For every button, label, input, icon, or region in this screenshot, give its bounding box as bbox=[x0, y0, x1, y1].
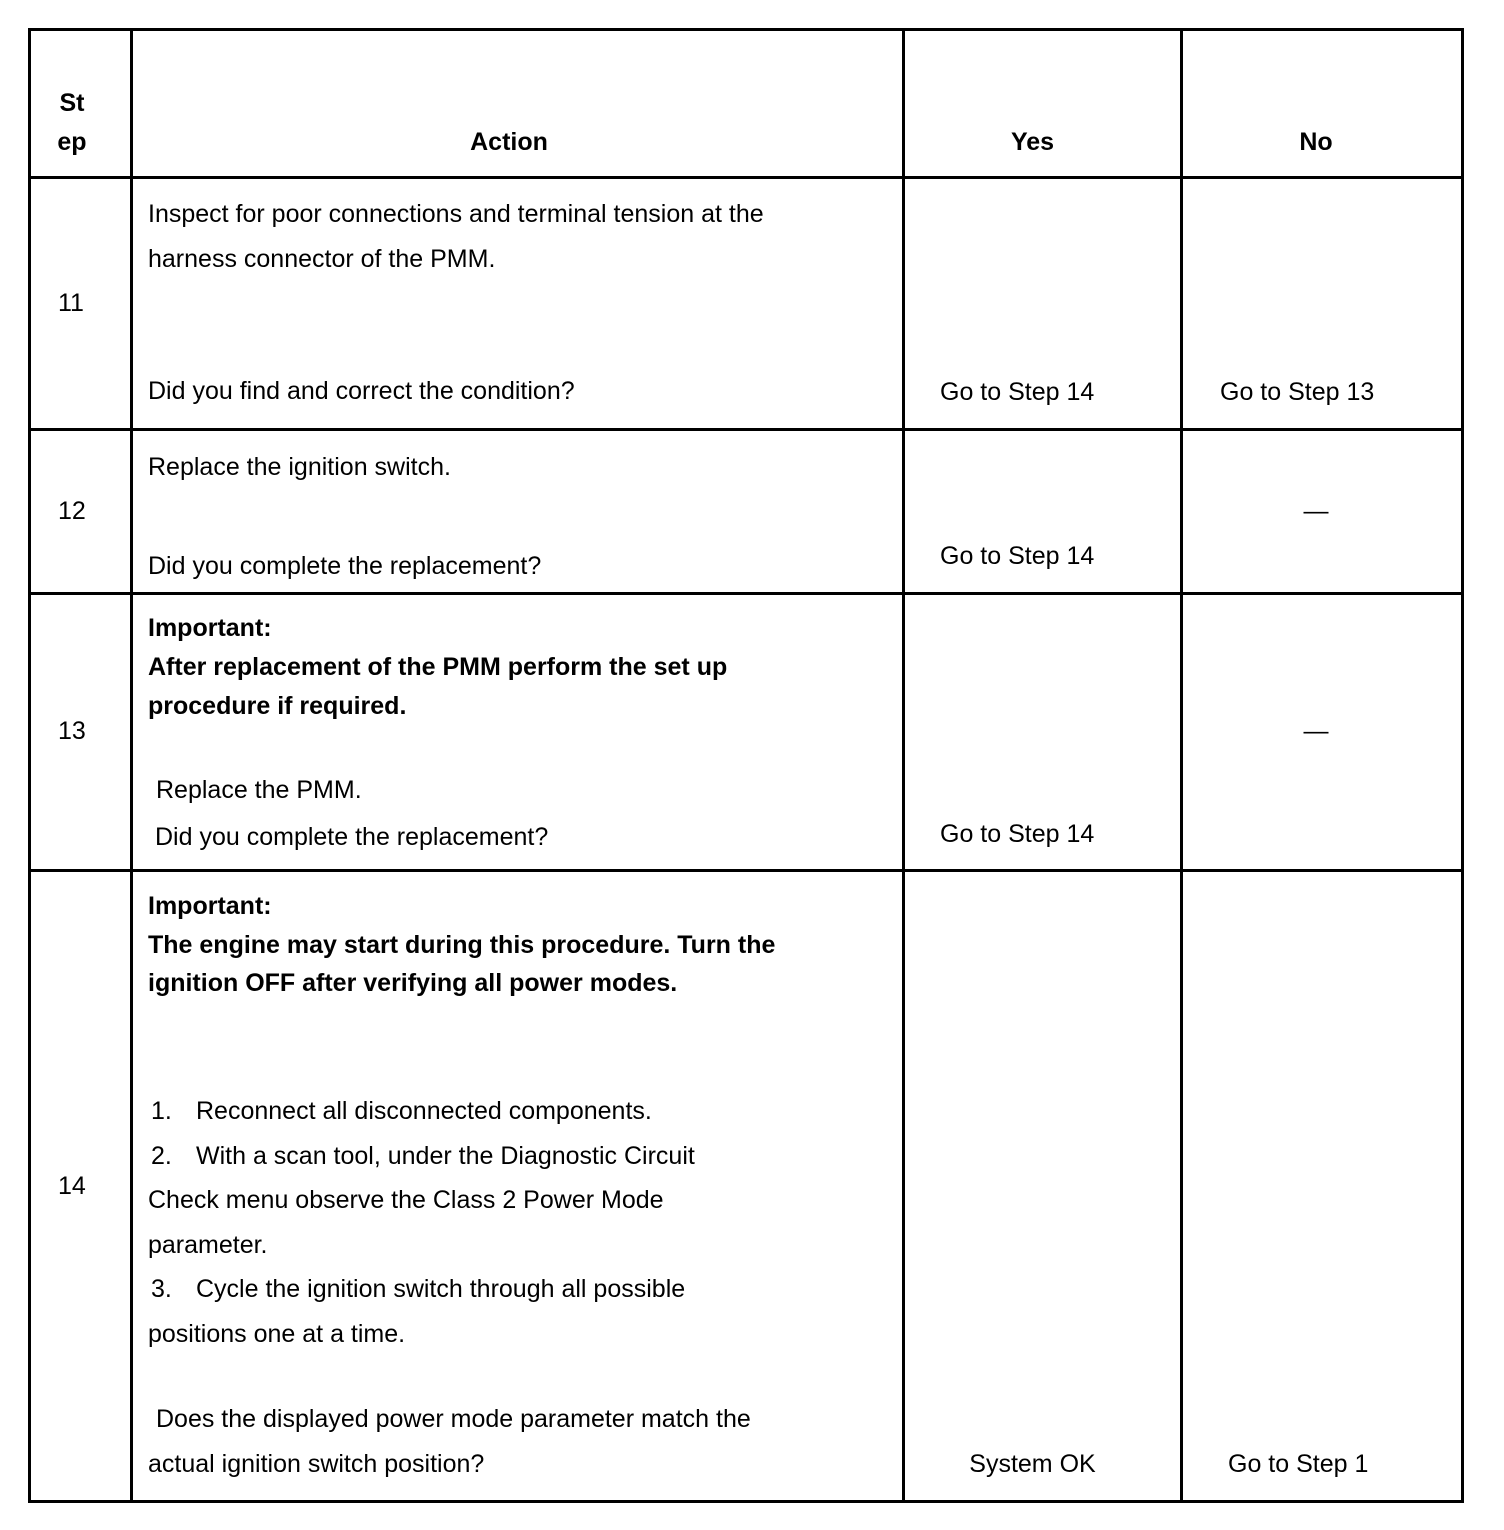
important-text: procedure if required. bbox=[148, 692, 407, 720]
diagnostic-table bbox=[28, 28, 1464, 1503]
no-result: Go to Step 1 bbox=[1228, 1450, 1369, 1478]
action-question: Did you complete the replacement? bbox=[148, 552, 542, 580]
header-step-line2: ep bbox=[57, 128, 87, 156]
no-result: Go to Step 13 bbox=[1220, 378, 1375, 406]
step-number: 14 bbox=[58, 1172, 86, 1200]
action-text: Inspect for poor connections and terminal tension at the bbox=[148, 200, 764, 228]
list-item-continued: Check menu observe the Class 2 Power Mode bbox=[148, 1186, 664, 1214]
header-action: Action bbox=[470, 128, 548, 156]
important-label: Important: bbox=[148, 892, 272, 920]
column-divider bbox=[130, 28, 133, 1503]
header-yes: Yes bbox=[1010, 128, 1055, 156]
table-border-bottom bbox=[28, 1500, 1464, 1503]
no-result: — bbox=[1303, 497, 1329, 525]
list-item: Cycle the ignition switch through all possible bbox=[196, 1275, 686, 1303]
row-divider bbox=[28, 428, 1464, 431]
table-border-top bbox=[28, 28, 1464, 31]
column-divider bbox=[902, 28, 905, 1503]
list-item-continued: positions one at a time. bbox=[148, 1320, 406, 1348]
list-number: 1. bbox=[151, 1097, 172, 1125]
header-step-line1: St bbox=[59, 89, 85, 117]
action-text: Replace the ignition switch. bbox=[148, 453, 451, 481]
action-question: Did you find and correct the condition? bbox=[148, 377, 575, 405]
list-number: 3. bbox=[151, 1275, 172, 1303]
list-item-continued: parameter. bbox=[148, 1231, 268, 1259]
step-number: 13 bbox=[58, 717, 86, 745]
yes-result: Go to Step 14 bbox=[940, 542, 1095, 570]
step-number: 11 bbox=[58, 289, 84, 317]
row-divider bbox=[28, 176, 1464, 179]
action-question: Does the displayed power mode parameter match the bbox=[156, 1405, 751, 1433]
yes-result: System OK bbox=[969, 1450, 1096, 1478]
yes-result: Go to Step 14 bbox=[940, 820, 1095, 848]
row-divider bbox=[28, 869, 1464, 872]
table-border-right bbox=[1461, 28, 1464, 1503]
action-text: Replace the PMM. bbox=[156, 776, 362, 804]
table-border-left bbox=[28, 28, 31, 1503]
important-label: Important: bbox=[148, 614, 272, 642]
important-text: The engine may start during this procedure. Turn the bbox=[148, 931, 776, 959]
important-text: After replacement of the PMM perform the set up bbox=[148, 653, 728, 681]
list-number: 2. bbox=[151, 1142, 172, 1170]
no-result: — bbox=[1303, 717, 1329, 745]
header-no: No bbox=[1299, 128, 1333, 156]
list-item: Reconnect all disconnected components. bbox=[196, 1097, 652, 1125]
action-question: Did you complete the replacement? bbox=[155, 823, 549, 851]
step-number: 12 bbox=[58, 497, 86, 525]
row-divider bbox=[28, 592, 1464, 595]
action-question: actual ignition switch position? bbox=[148, 1450, 485, 1478]
list-item: With a scan tool, under the Diagnostic Circuit bbox=[196, 1142, 695, 1170]
yes-result: Go to Step 14 bbox=[940, 378, 1095, 406]
important-text: ignition OFF after verifying all power modes. bbox=[148, 969, 678, 997]
column-divider bbox=[1180, 28, 1183, 1503]
action-text: harness connector of the PMM. bbox=[148, 245, 496, 273]
